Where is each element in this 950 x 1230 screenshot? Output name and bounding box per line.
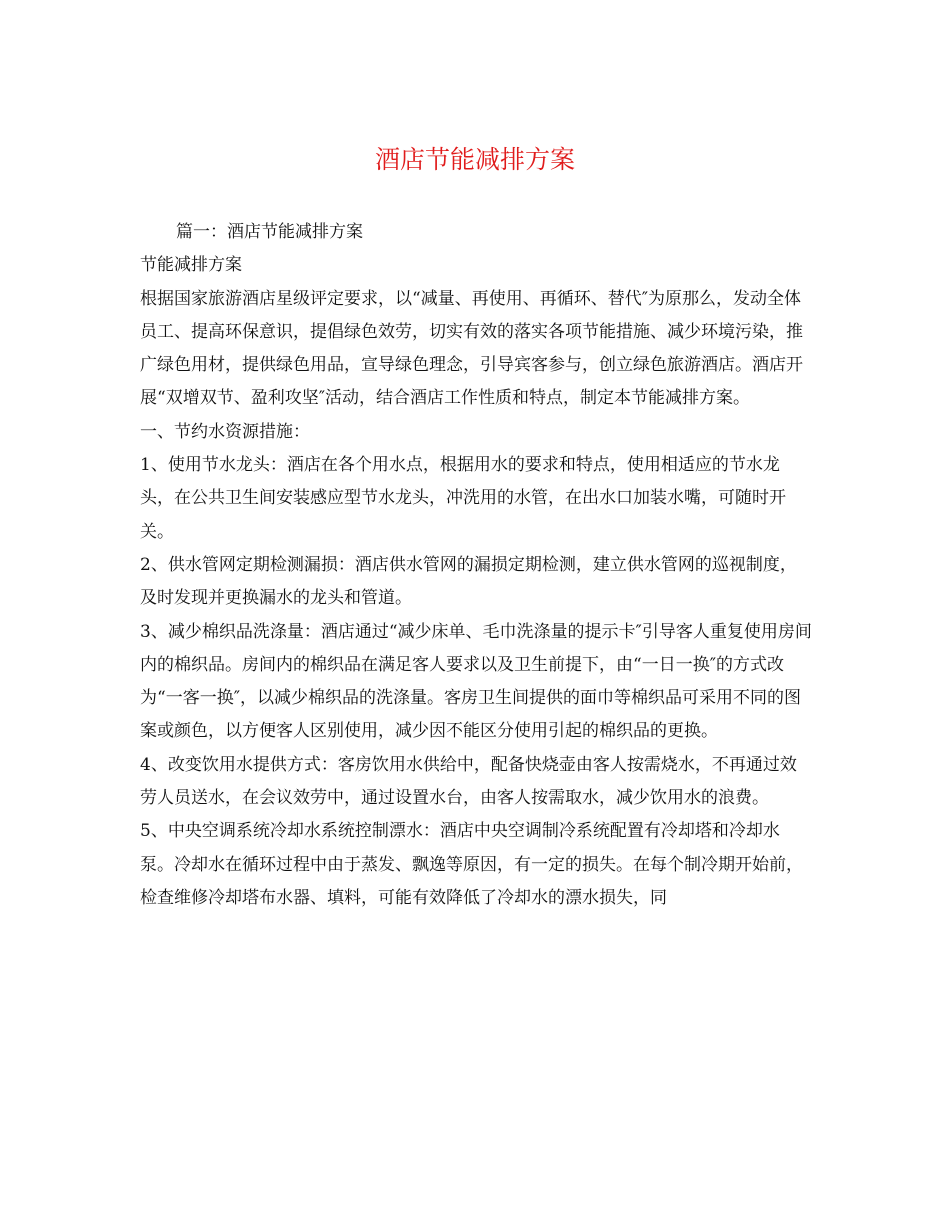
document-title: 酒店节能减排方案 (374, 145, 575, 174)
paragraph: 2、供水管网定期检测漏损：酒店供水管网的漏损定期检测，建立供水管网的巡视制度，及时发现并更换漏水的龙头和管道。 (140, 554, 797, 609)
paragraph: 4、改变饮用水提供方式：客房饮用水供给中，配备快烧壶由客人按需烧水，不再通过效劳人员送水，在会议效劳中，通过设置水台，由客人按需取水，减少饮用水的浪费。 (140, 754, 797, 809)
subheading: 节能减排方案 (140, 255, 242, 276)
section-heading: 一、节约水资源措施： (140, 421, 310, 442)
paragraph: 1、使用节水龙头：酒店在各个用水点，根据用水的要求和特点，使用相适应的节水龙头，在公共卫生间安装感应型节水龙头，冲洗用的水管，在出水口加装水嘴，可随时开关。 (140, 455, 786, 542)
paragraph: 3、减少棉织品洗涤量：酒店通过“减少床单、毛巾洗涤量的提示卡″引导客人重复使用房间内的棉织品。房间内的棉织品在满足客人要求以及卫生前提下，由“一日一换″的方式改为“一客一换″，以减少棉织品的洗涤量。客房卫生间提供的面巾等棉织品可采用不同的图案或颜色，以方便客人区别使用，减少因不能区分使用引起的棉织品的更换。 (140, 621, 812, 742)
section-heading: 篇一：酒店节能减排方案 (176, 222, 363, 242)
document-body (140, 216, 812, 915)
paragraph: 5、中央空调系统冷却水系统控制漂水：酒店中央空调制冷系统配置有冷却塔和冷却水泵。冷却水在循环过程中由于蒸发、飘逸等原因，有一定的损失。在每个制冷期开始前，检查维修冷却塔布水器、填料，可能有效降低了冷却水的漂水损失，同 (140, 821, 803, 908)
paragraph: 根据国家旅游酒店星级评定要求，以“减量、再使用、再循环、替代″为原那么，发动全体员工、提高环保意识，提倡绿色效劳，切实有效的落实各项节能措施、减少环境污染，推广绿色用材，提供绿色用品，宣导绿色理念，引导宾客参与，创立绿色旅游酒店。酒店开展“双增双节、盈利攻坚″活动，结合酒店工作性质和特点，制定本节能减排方案。 (140, 288, 803, 409)
